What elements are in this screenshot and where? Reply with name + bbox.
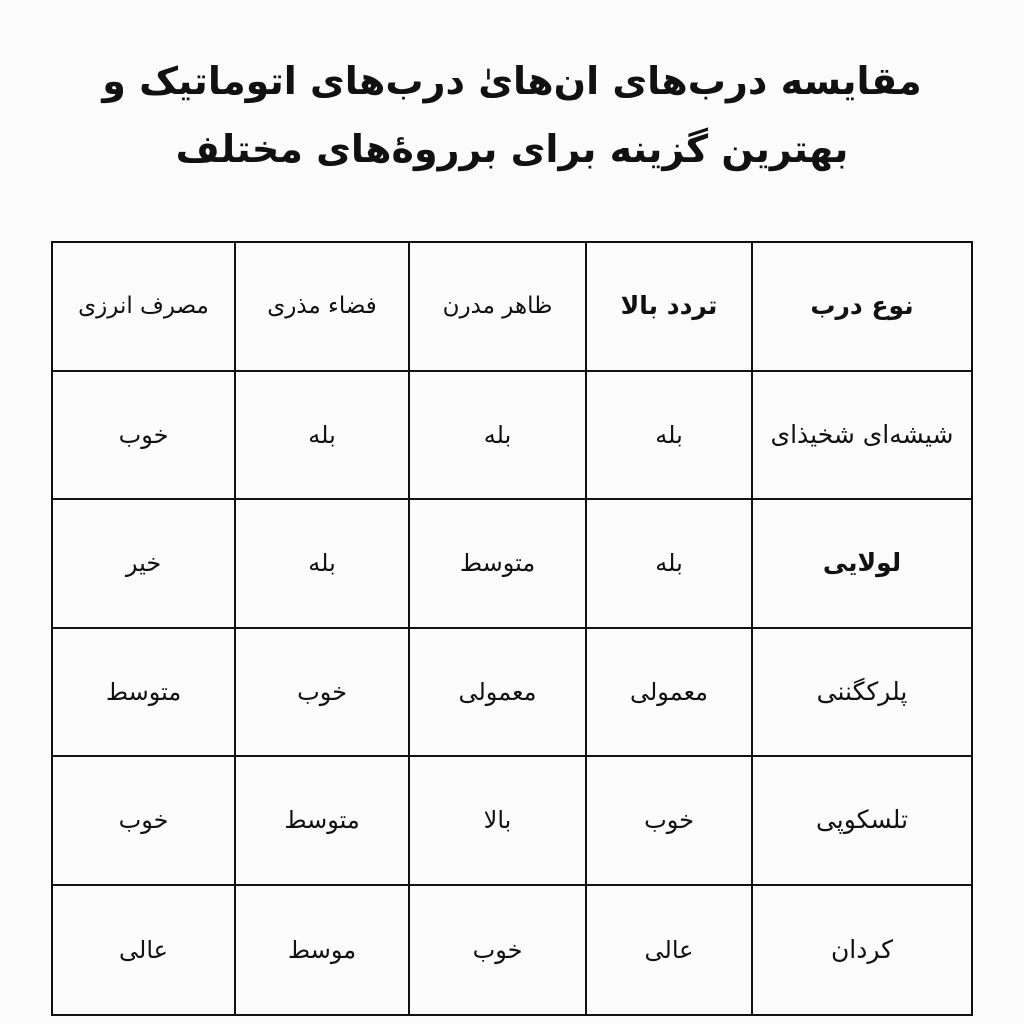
table-cell: خوب bbox=[410, 886, 587, 1015]
page-title-line-2: بهترین گزینه برای برروۀهای مختلف bbox=[175, 127, 849, 171]
table-cell: عالی bbox=[53, 886, 236, 1015]
table-cell: بله bbox=[410, 372, 587, 501]
table-cell: معمولی bbox=[410, 629, 587, 758]
table-cell: بله bbox=[587, 500, 753, 629]
table-cell: خیر bbox=[53, 500, 236, 629]
row-door-type: کردان bbox=[830, 934, 894, 964]
table-cell: خوب bbox=[53, 372, 236, 501]
row-door-type: پلرکگننی bbox=[753, 629, 971, 758]
header-modern-look: ظاهر مدرن bbox=[410, 243, 587, 372]
table-cell: بله bbox=[587, 372, 753, 501]
table-cell: متوسط bbox=[410, 500, 587, 629]
table-cell: عالی bbox=[587, 886, 753, 1015]
page-title-line-1: مقایسه درب‌های ان‌هایٰ درب‌های اتوماتیک و bbox=[102, 59, 922, 103]
table-cell: بالا bbox=[410, 757, 587, 886]
row-door-type: شیشه‌ای شخیذای bbox=[753, 372, 971, 501]
table-cell: متوسط bbox=[236, 757, 410, 886]
table-cell: خوب bbox=[53, 757, 236, 886]
table-cell: معمولی bbox=[587, 629, 753, 758]
table-cell: موسط bbox=[236, 886, 410, 1015]
row-door-type: تلسکوپی bbox=[753, 757, 971, 886]
header-space: فضاء مذری bbox=[236, 243, 410, 372]
table-cell: متوسط bbox=[53, 629, 236, 758]
table-cell: بله bbox=[236, 500, 410, 629]
table-cell: خوب bbox=[587, 757, 753, 886]
table-cell: بله bbox=[236, 372, 410, 501]
header-high-traffic: تردد بالا bbox=[587, 243, 753, 372]
header-door-type: نوع درب bbox=[753, 243, 971, 372]
comparison-table bbox=[51, 241, 973, 1016]
header-energy-consumption: مصرف انرزی bbox=[53, 243, 236, 372]
row-door-type: لولایی bbox=[753, 500, 971, 629]
table-cell: خوب bbox=[236, 629, 410, 758]
